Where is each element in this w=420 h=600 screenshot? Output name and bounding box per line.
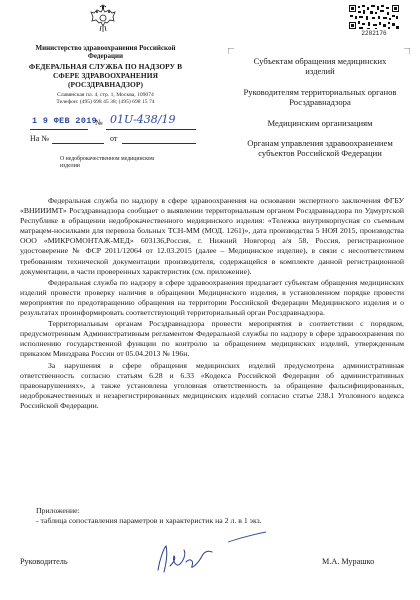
barcode-number: 2282176 (361, 30, 387, 37)
address-line-2: Телефон: (495) 698 45 38; (495) 698 15 74 (56, 99, 155, 106)
ministry-name: Министерство здравоохранения Российской Федерации (35, 44, 176, 60)
reference-label: На № (30, 134, 49, 143)
eagle-emblem-icon (88, 4, 118, 34)
corner-mark-icon (228, 48, 234, 54)
letter-body (20, 196, 404, 411)
body-paragraph: За нарушения в сфере обращения медицинских изделий предусмотрена административная ответственность согласно статьям 6.28 и 6.33 «Кодекса Российской Федерации об административных правонарушениях», а также установлена уголовная ответственность за обращение фальсифицированных, недоброкачественных и незарегистрированных медицинских изделий согласно статье 238.1 Уголовного кодекса Российской Федерации. (20, 360, 404, 410)
corner-mark-icon (404, 48, 410, 54)
recipient-item: Органам управления здравоохранением субъектов Российской Федерации (247, 138, 393, 159)
recipient-item: Руководителям территориальных органов Росздравнадзора (243, 86, 397, 108)
date-stamp: 1 9 ФЕВ 2019 (32, 116, 98, 126)
from-label: от (110, 134, 118, 143)
signatory-name: М.А. Мурашко (322, 557, 375, 566)
body-paragraph: Федеральная служба по надзору в сфере здравоохранения на основании экспертного заключения ФГБУ «ВНИИИМТ» Росздравнадзора сообщает о выявлении территориальным органом Росздравнадзора по Удмуртской Республике в обращении недоброкачественного медицинского изделия: «Тележка внутрикорпусная со съемным матрацем-носилками для перевоза больных ТСН-ММ (МОД. 1261)», дата производства 5 НОЯ 2015, производства ООО «МИКРОМОНТАЖ-МЕД» 603136,Россия, г. Нижний Новгород а/я 58, Россия, регистрационное удостоверение № ФСР 2011/12064 от 12.03.2015 (далее – Медицинское изделие), в связи с несоответствием требованиям технической документации производителя, содержащейся в комплекте данной регистрационной документации, в части проверенных характеристик (см. приложение). (20, 196, 404, 276)
reference-row (30, 134, 200, 148)
signatory-title: Руководитель (20, 557, 68, 566)
body-paragraph: Федеральная служба по надзору в сфере здравоохранения предлагает субъектам обращения медицинских изделий провести проверку наличия в обращении Медицинского изделия, в установленном порядке провести мероприятия по предотвращению обращения на территории Российской Федерации Медицинского изделия и о результатах проинформировать соответствующий территориальный орган Росздравнадзора. (20, 277, 404, 318)
recipient-item: Субъектам обращения медицинских изделий (253, 56, 387, 77)
recipients-block (240, 56, 400, 169)
attachment-item: - таблица сопоставления параметров и характеристик на 2 л. в 1 экз. (36, 516, 262, 525)
agency-name: ФЕДЕРАЛЬНАЯ СЛУЖБА ПО НАДЗОРУ В СФЕРЕ ЗДРАВООХРАНЕНИЯ (РОСЗДРАВНАДЗОР) (28, 62, 183, 89)
date-underline (30, 129, 88, 130)
reference-underline (52, 143, 104, 144)
handwritten-signature-icon (150, 540, 230, 578)
attachment-title: Приложение: (36, 506, 80, 515)
recipient-item: Медицинским организациям (267, 117, 373, 128)
qr-code-icon (348, 4, 400, 30)
date-number-row (30, 113, 200, 132)
pen-stroke-icon (226, 522, 346, 544)
subject-line: О недоброкачественном медицинском изделии (60, 156, 155, 170)
number-label: № (95, 118, 103, 127)
from-underline (122, 143, 196, 144)
address-line-1: Славянская пл. 4, стр. 1, Москва, 109074 (57, 92, 154, 98)
outgoing-number: 01U-438/19 (110, 113, 176, 126)
body-paragraph: Территориальным органам Росздравнадзора провести мероприятия в соответствии с порядком, предусмотренным Административным регламентом Федеральной службы по надзору в сфере здравоохранения по исполнению государственной функции по контролю за обращением медицинских изделий, утвержденным приказом Минздрава России от 05.04.2013 № 196н. (20, 319, 404, 359)
agency-address (18, 92, 193, 106)
number-underline (106, 129, 196, 130)
